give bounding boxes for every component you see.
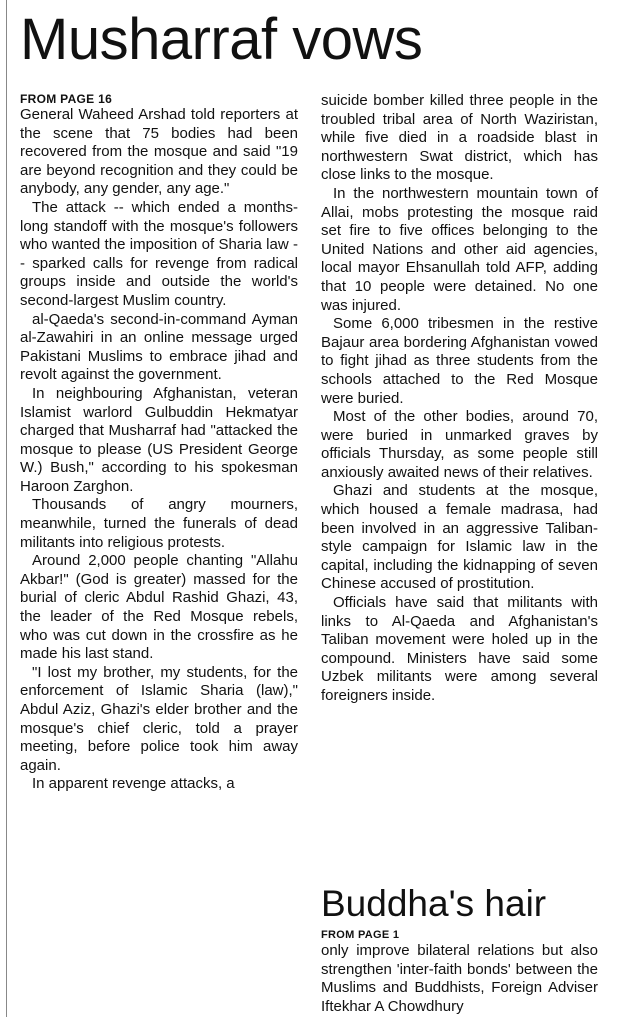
paragraph: The attack -- which ended a months-long standoff with the mosque's followers who wanted the imposition of Sharia law -- sparked calls for revenge from radical groups inside and outside the world's second-largest Muslim country. bbox=[20, 198, 298, 309]
column-rule bbox=[6, 0, 7, 1017]
paragraph: In the northwestern mountain town of Allai, mobs protesting the mosque raid set fire to five offices belonging to the United Nations and other aid agencies, local mayor Ehsanullah told AFP, adding that 10 people were detained. No one was injured. bbox=[321, 184, 598, 314]
paragraph: suicide bomber killed three people in the troubled tribal area of North Waziristan, while five died in a roadside blast in northwestern Swat district, which has close links to the mosque. bbox=[321, 92, 598, 184]
second-story-column bbox=[321, 928, 598, 1016]
paragraph: Some 6,000 tribesmen in the restive Bajaur area bordering Afghanistan vowed to fight jihad as three students from the schools attached to the Red Mosque were buried. bbox=[321, 315, 598, 407]
headline: Musharraf vows bbox=[20, 7, 423, 72]
paragraph: General Waheed Arshad told reporters at the scene that 75 bodies had been recovered from the mosque and said "19 are beyond recognition and they could be anybody, any gender, any age." bbox=[20, 106, 298, 198]
second-story-headline: Buddha's hair bbox=[321, 883, 547, 924]
paragraph: Thousands of angry mourners, meanwhile, turned the funerals of dead militants into religious protests. bbox=[20, 496, 298, 551]
paragraph: In neighbouring Afghanistan, veteran Islamist warlord Gulbuddin Hekmatyar charged that Musharraf had "attacked the mosque to please (US President George W.) Bush," according to his spokesman Haroon Zarghon. bbox=[20, 384, 298, 495]
story-column-left bbox=[20, 92, 298, 794]
kicker-from-page: FROM PAGE 16 bbox=[20, 92, 113, 106]
paragraph: Ghazi and students at the mosque, which housed a female madrasa, had been involved in an aggressive Taliban-style campaign for Islamic law in the capital, including the kidnapping of seven Chinese accused of prostitution. bbox=[321, 482, 598, 593]
paragraph: Most of the other bodies, around 70, were buried in unmarked graves by officials Thursday, as some people still anxiously awaited news of their relatives. bbox=[321, 408, 598, 481]
paragraph: Officials have said that militants with links to Al-Qaeda and Afghanistan's Taliban movement were holed up in the compound. Ministers have said some Uzbek militants were among several foreigners inside. bbox=[321, 594, 598, 704]
paragraph: al-Qaeda's second-in-command Ayman al-Zawahiri in an online message urged Pakistani Muslims to embrace jihad and revolt against the government. bbox=[20, 310, 298, 384]
paragraph: Around 2,000 people chanting "Allahu Akbar!" (God is greater) massed for the burial of cleric Abdul Rashid Ghazi, 43, the leader of the Red Mosque rebels, who was cut down in the crossfire as he made his last stand. bbox=[20, 552, 298, 663]
story-column-right bbox=[321, 92, 598, 706]
kicker-from-page: FROM PAGE 1 bbox=[321, 929, 400, 941]
paragraph: In apparent revenge attacks, a bbox=[32, 775, 235, 793]
paragraph: only improve bilateral relations but also strengthen 'inter-faith bonds' between the Muslims and Buddhists, Foreign Adviser Iftekhar A Chowdhury bbox=[321, 942, 598, 1015]
paragraph: "I lost my brother, my students, for the enforcement of Islamic Sharia (law)," Abdul Aziz, Ghazi's elder brother and the mosque's chief cleric, told a prayer meeting, before police took him away again. bbox=[20, 663, 298, 774]
